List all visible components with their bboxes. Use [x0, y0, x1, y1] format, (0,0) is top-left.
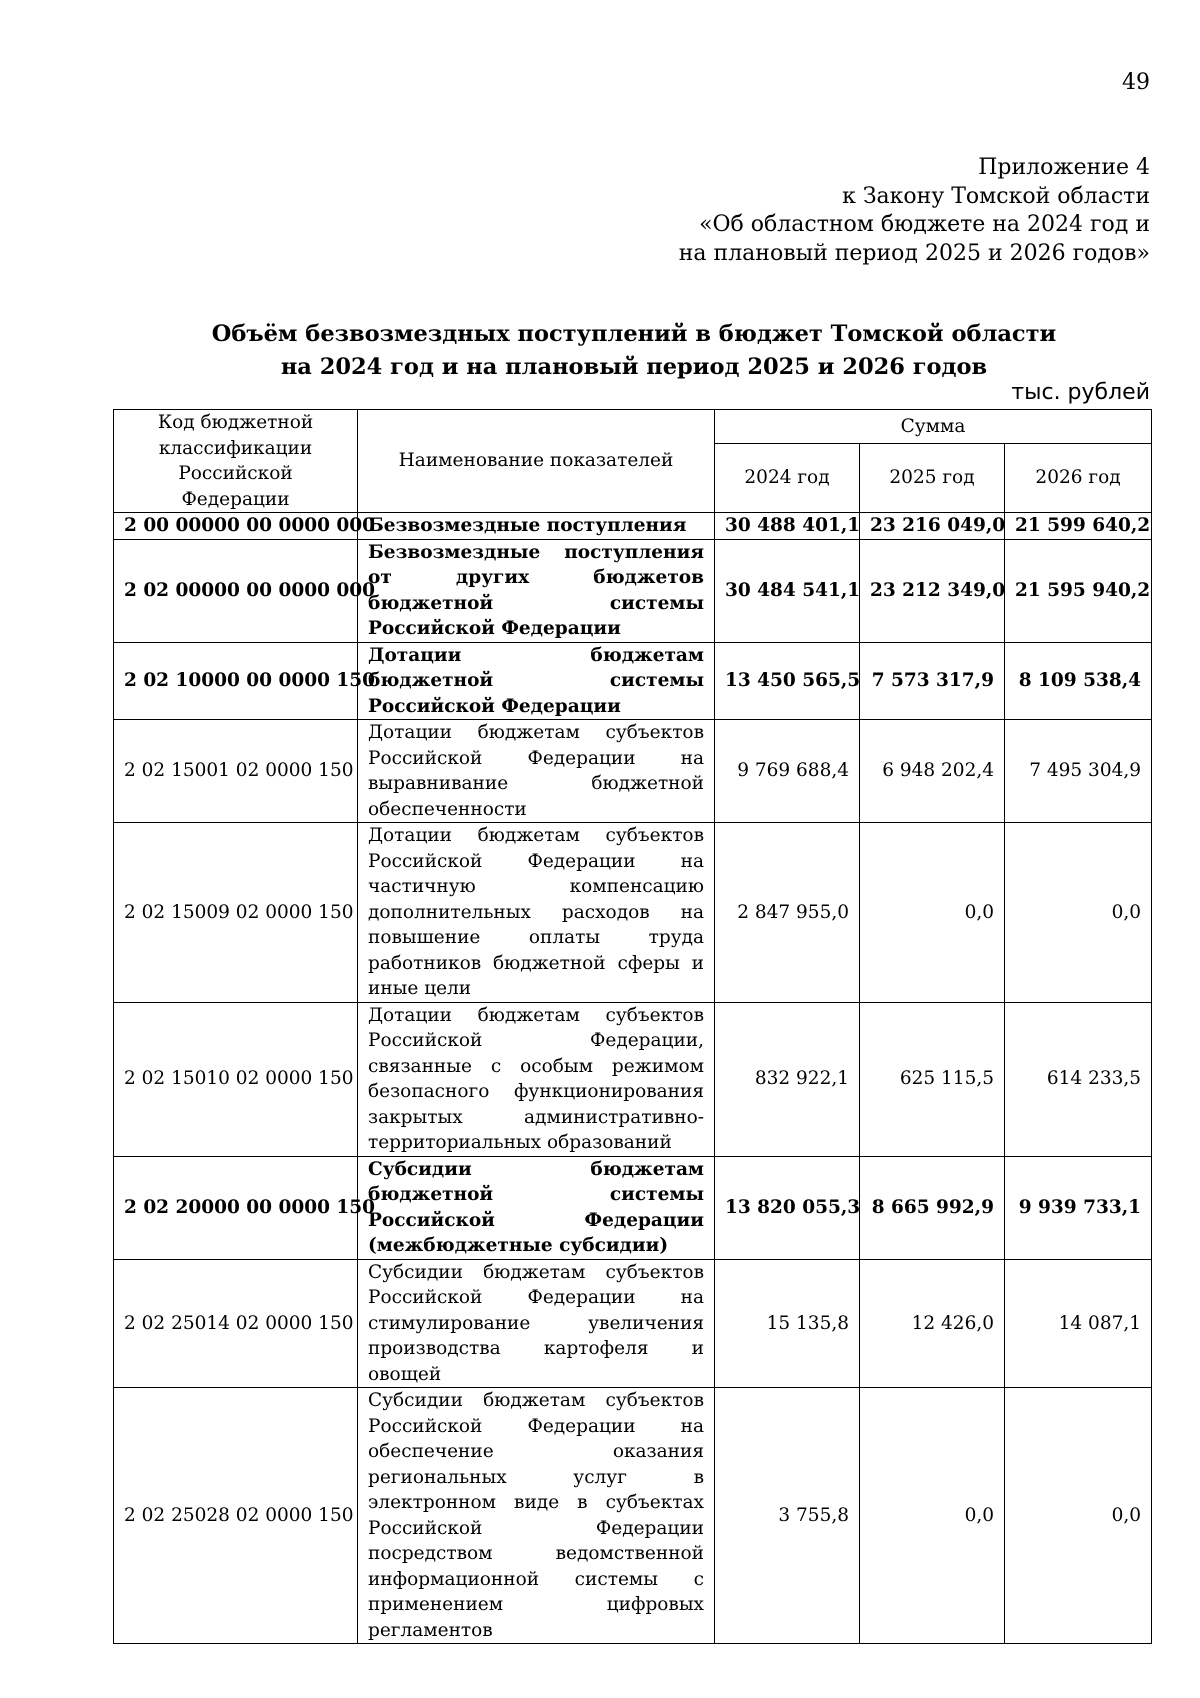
appendix-line: «Об областном бюджете на 2024 год и — [699, 212, 1150, 237]
header-year-2026: 2026 год — [1005, 443, 1152, 513]
table-row — [114, 823, 1152, 1003]
document-title — [114, 318, 1154, 384]
cell-code: 2 02 15010 02 0000 150 — [114, 1002, 358, 1156]
cell-name: Безвозмездные поступления от других бюджетов бюджетной системы Российской Федерации — [358, 539, 715, 642]
appendix-line: к Закону Томской области — [842, 183, 1150, 209]
table-row — [114, 539, 1152, 642]
header-sum: Сумма — [715, 410, 1152, 444]
header-code: Код бюджетной классификации Российской Федерации — [114, 410, 358, 513]
cell-name: Субсидии бюджетам бюджетной системы Российской Федерации (межбюджетные субсидии) — [358, 1156, 715, 1259]
header-name: Наименование показателей — [358, 410, 715, 513]
document-title-line-2: на 2024 год и на плановый период 2025 и 2026 годов — [280, 354, 988, 380]
header-year-2024: 2024 год — [715, 443, 860, 513]
table-row — [114, 642, 1152, 720]
cell-value-2024: 832 922,1 — [715, 1002, 860, 1156]
cell-name: Субсидии бюджетам субъектов Российской Федерации на обеспечение оказания региональных услуг в электронном виде в субъектах Российской Федерации посредством ведомственной информационной системы с применением цифровых регламентов — [358, 1388, 715, 1644]
cell-value-2026: 21 595 940,2 — [1005, 539, 1152, 642]
cell-value-2026: 21 599 640,2 — [1005, 513, 1152, 540]
cell-code: 2 02 20000 00 0000 150 — [114, 1156, 358, 1259]
appendix-line: Приложение 4 — [978, 155, 1150, 180]
header-year-2025: 2025 год — [860, 443, 1005, 513]
table-row — [114, 513, 1152, 540]
cell-value-2024: 13 450 565,5 — [715, 642, 860, 720]
cell-value-2024: 2 847 955,0 — [715, 823, 860, 1003]
cell-code: 2 02 25014 02 0000 150 — [114, 1259, 358, 1388]
cell-value-2026: 7 495 304,9 — [1005, 720, 1152, 823]
cell-value-2025: 625 115,5 — [860, 1002, 1005, 1156]
table-row — [114, 720, 1152, 823]
page-number: 49 — [1122, 70, 1150, 95]
table-body — [114, 513, 1152, 1644]
cell-name: Дотации бюджетам субъектов Российской Федерации на частичную компенсацию дополнительных расходов на повышение оплаты труда работников бюджетной сферы и иные цели — [358, 823, 715, 1003]
cell-value-2025: 0,0 — [860, 1388, 1005, 1644]
cell-value-2026: 0,0 — [1005, 823, 1152, 1003]
cell-value-2024: 30 484 541,1 — [715, 539, 860, 642]
cell-value-2024: 30 488 401,1 — [715, 513, 860, 540]
appendix-line: на плановый период 2025 и 2026 годов» — [678, 240, 1150, 266]
cell-value-2024: 15 135,8 — [715, 1259, 860, 1388]
cell-name: Дотации бюджетам бюджетной системы Российской Федерации — [358, 642, 715, 720]
cell-code: 2 02 15009 02 0000 150 — [114, 823, 358, 1003]
cell-value-2026: 614 233,5 — [1005, 1002, 1152, 1156]
cell-code: 2 00 00000 00 0000 000 — [114, 513, 358, 540]
cell-code: 2 02 15001 02 0000 150 — [114, 720, 358, 823]
cell-value-2025: 8 665 992,9 — [860, 1156, 1005, 1259]
appendix-caption — [450, 154, 1150, 268]
budget-table — [113, 409, 1152, 1644]
units-label: тыс. рублей — [1011, 380, 1150, 405]
table-header-row — [114, 410, 1152, 444]
cell-value-2024: 13 820 055,3 — [715, 1156, 860, 1259]
cell-value-2026: 14 087,1 — [1005, 1259, 1152, 1388]
document-title-line-1: Объём безвозмездных поступлений в бюджет Томской области — [211, 321, 1057, 347]
cell-value-2025: 7 573 317,9 — [860, 642, 1005, 720]
cell-code: 2 02 25028 02 0000 150 — [114, 1388, 358, 1644]
cell-value-2026: 9 939 733,1 — [1005, 1156, 1152, 1259]
cell-value-2026: 0,0 — [1005, 1388, 1152, 1644]
table-row — [114, 1259, 1152, 1388]
cell-name: Безвозмездные поступления — [358, 513, 715, 540]
table-row — [114, 1388, 1152, 1644]
cell-name: Субсидии бюджетам субъектов Российской Федерации на стимулирование увеличения производства картофеля и овощей — [358, 1259, 715, 1388]
cell-value-2026: 8 109 538,4 — [1005, 642, 1152, 720]
cell-value-2024: 3 755,8 — [715, 1388, 860, 1644]
cell-name: Дотации бюджетам субъектов Российской Федерации, связанные с особым режимом безопасного функционирования закрытых административно-территориальных образований — [358, 1002, 715, 1156]
cell-value-2025: 23 216 049,0 — [860, 513, 1005, 540]
cell-code: 2 02 00000 00 0000 000 — [114, 539, 358, 642]
cell-value-2025: 12 426,0 — [860, 1259, 1005, 1388]
cell-value-2025: 23 212 349,0 — [860, 539, 1005, 642]
cell-name: Дотации бюджетам субъектов Российской Федерации на выравнивание бюджетной обеспеченности — [358, 720, 715, 823]
table-row — [114, 1002, 1152, 1156]
cell-code: 2 02 10000 00 0000 150 — [114, 642, 358, 720]
cell-value-2024: 9 769 688,4 — [715, 720, 860, 823]
cell-value-2025: 0,0 — [860, 823, 1005, 1003]
cell-value-2025: 6 948 202,4 — [860, 720, 1005, 823]
table-row — [114, 1156, 1152, 1259]
